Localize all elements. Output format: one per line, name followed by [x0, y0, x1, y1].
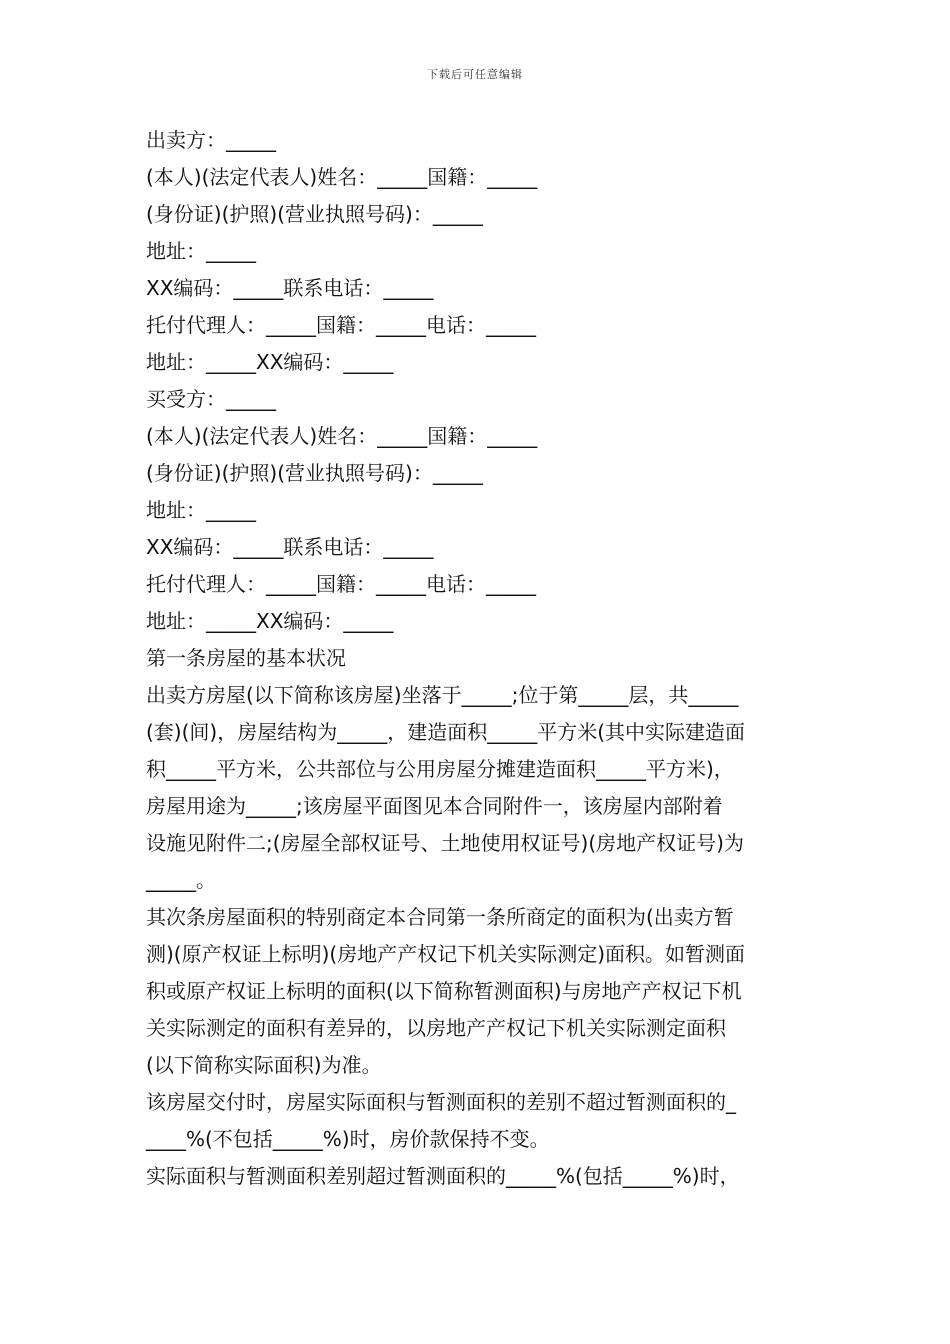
article1-heading: 第一条房屋的基本状况: [146, 646, 346, 670]
buyer-id-line: (身份证)(护照)(营业执照号码)：_____: [146, 461, 483, 485]
contract-body: [146, 122, 810, 1195]
article2-line: 其次条房屋面积的特别商定本合同第一条所商定的面积为(出卖方暂: [146, 905, 734, 929]
article2-para2-line: ____%(不包括_____%)时，房价款保持不变。: [146, 1127, 550, 1151]
seller-postcode-phone: XX编码：_____联系电话：_____: [146, 276, 434, 300]
seller-address: 地址：_____: [146, 239, 256, 263]
article1-line: 出卖方房屋(以下简称该房屋)坐落于_____;位于第_____层，共_____: [146, 683, 739, 707]
seller-id-line: (身份证)(护照)(营业执照号码)：_____: [146, 202, 483, 226]
buyer-agent-address: 地址：_____XX编码：_____: [146, 609, 394, 633]
article2-line: 关实际测定的面积有差异的，以房地产产权记下机关实际测定面积: [146, 1016, 726, 1040]
seller-name-line: (本人)(法定代表人)姓名：_____国籍：_____: [146, 165, 538, 189]
article2-line: 积或原产权证上标明的面积(以下简称暂测面积)与房地产产权记下机: [146, 979, 742, 1003]
article2-line: (以下简称实际面积)为准。: [146, 1053, 382, 1077]
article2-line: 测)(原产权证上标明)(房地产产权记下机关实际测定)面积。如暂测面: [146, 942, 746, 966]
article1-line: 设施见附件二;(房屋全部权证号、土地使用权证号)(房地产权证号)为: [146, 831, 744, 855]
article1-line: (套)(间)，房屋结构为_____，建造面积_____平方米(其中实际建造面: [146, 720, 746, 744]
article2-para3-line: 实际面积与暂测面积差别超过暂测面积的_____%(包括_____%)时，: [146, 1164, 740, 1188]
buyer-address: 地址：_____: [146, 498, 256, 522]
buyer-agent: 托付代理人：_____国籍：_____电话：_____: [146, 572, 536, 596]
article2-para2-line: 该房屋交付时，房屋实际面积与暂测面积的差别不超过暂测面积的_: [146, 1090, 736, 1114]
buyer-name-line: (本人)(法定代表人)姓名：_____国籍：_____: [146, 424, 538, 448]
seller-title: 出卖方：_____: [146, 128, 276, 152]
seller-agent: 托付代理人：_____国籍：_____电话：_____: [146, 313, 536, 337]
buyer-title: 买受方：_____: [146, 387, 276, 411]
article1-line: _____。: [146, 868, 216, 892]
seller-agent-address: 地址：_____XX编码：_____: [146, 350, 394, 374]
header-note: 下载后可任意编辑: [427, 68, 523, 81]
article1-line: 积_____平方米，公共部位与公用房屋分摊建造面积_____平方米)，: [146, 757, 734, 781]
article1-line: 房屋用途为_____;该房屋平面图见本合同附件一，该房屋内部附着: [146, 794, 723, 818]
buyer-postcode-phone: XX编码：_____联系电话：_____: [146, 535, 434, 559]
